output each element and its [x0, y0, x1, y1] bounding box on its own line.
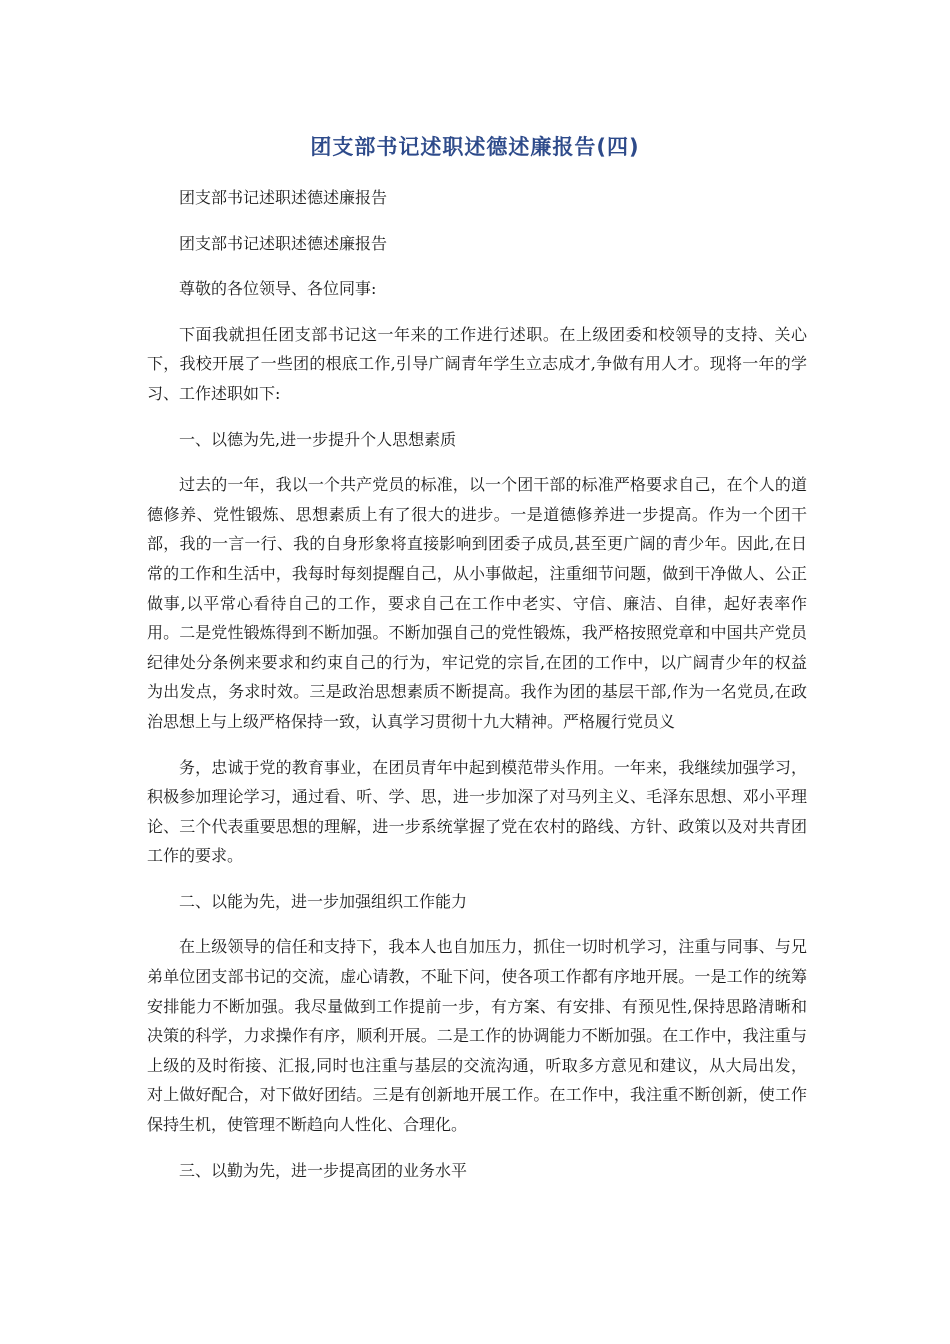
document-title: 团支部书记述职述德述廉报告(四)	[310, 135, 640, 159]
paragraph-salutation: 尊敬的各位领导、各位同事:	[179, 279, 377, 299]
paragraph-body: 在上级领导的信任和支持下，我本人也自加压力，抓住一切时机学习，注重与同事、与兄弟单位团支部书记的交流，虚心请教，不耻下问，使各项工作都有序地开展。一是工作的统筹安排能力不断加强。我尽量做到工作提前一步，有方案、有安排、有预见性,保持思路清晰和决策的科学，力求操作有序，顺利开展。二是工作的协调能力不断加强。在工作中，我注重与上级的及时衔接、汇报,同时也注重与基层的交流沟通，听取多方意见和建议，从大局出发，对上做好配合，对下做好团结。三是有创新地开展工作。在工作中，我注重不断创新，使工作保持生机，使管理不断趋向人性化、合理化。	[147, 937, 807, 1135]
paragraph-intro: 下面我就担任团支部书记这一年来的工作进行述职。在上级团委和校领导的支持、关心下，我校开展了一些团的根底工作,引导广阔青年学生立志成才,争做有用人才。现将一年的学习、工作述职如下:	[147, 324, 807, 403]
section-heading-1: 一、以德为先,进一步提升个人思想素质	[179, 429, 457, 449]
section-heading-3: 三、以勤为先，进一步提高团的业务水平	[179, 1160, 468, 1180]
section-heading-2: 二、以能为先，进一步加强组织工作能力	[179, 891, 468, 911]
paragraph-subtitle-1: 团支部书记述职述德述廉报告	[179, 188, 388, 207]
paragraph-body: 过去的一年，我以一个共产党员的标准，以一个团干部的标准严格要求自己，在个人的道德修养、党性锻炼、思想素质上有了很大的进步。一是道德修养进一步提高。作为一个团干部，我的一言一行、我的自身形象将直接影响到团委子成员,甚至更广阔的青少年。因此,在日常的工作和生活中，我每时每刻提醒自己，从小事做起，注重细节问题，做到干净做人、公正做事,以平常心看待自己的工作，要求自己在工作中老实、守信、廉洁、自律，起好表率作用。二是党性锻炼得到不断加强。不断加强自己的党性锻炼，我严格按照党章和中国共产党员纪律处分条例来要求和约束自己的行为，牢记党的宗旨,在团的工作中，以广阔青少年的权益为出发点，务求时效。三是政治思想素质不断提高。我作为团的基层干部,作为一名党员,在政治思想上与上级严格保持一致，认真学习贯彻十九大精神。严格履行党员义	[147, 475, 807, 731]
document-body	[147, 183, 807, 1201]
paragraph-subtitle-2: 团支部书记述职述德述廉报告	[179, 233, 388, 253]
paragraph-body: 务，忠诚于党的教育事业，在团员青年中起到模范带头作用。一年来，我继续加强学习，积极参加理论学习，通过看、听、学、思，进一步加深了对马列主义、毛泽东思想、邓小平理论、三个代表重要思想的理解，进一步系统掌握了党在农村的路线、方针、政策以及对共青团工作的要求。	[147, 757, 807, 866]
